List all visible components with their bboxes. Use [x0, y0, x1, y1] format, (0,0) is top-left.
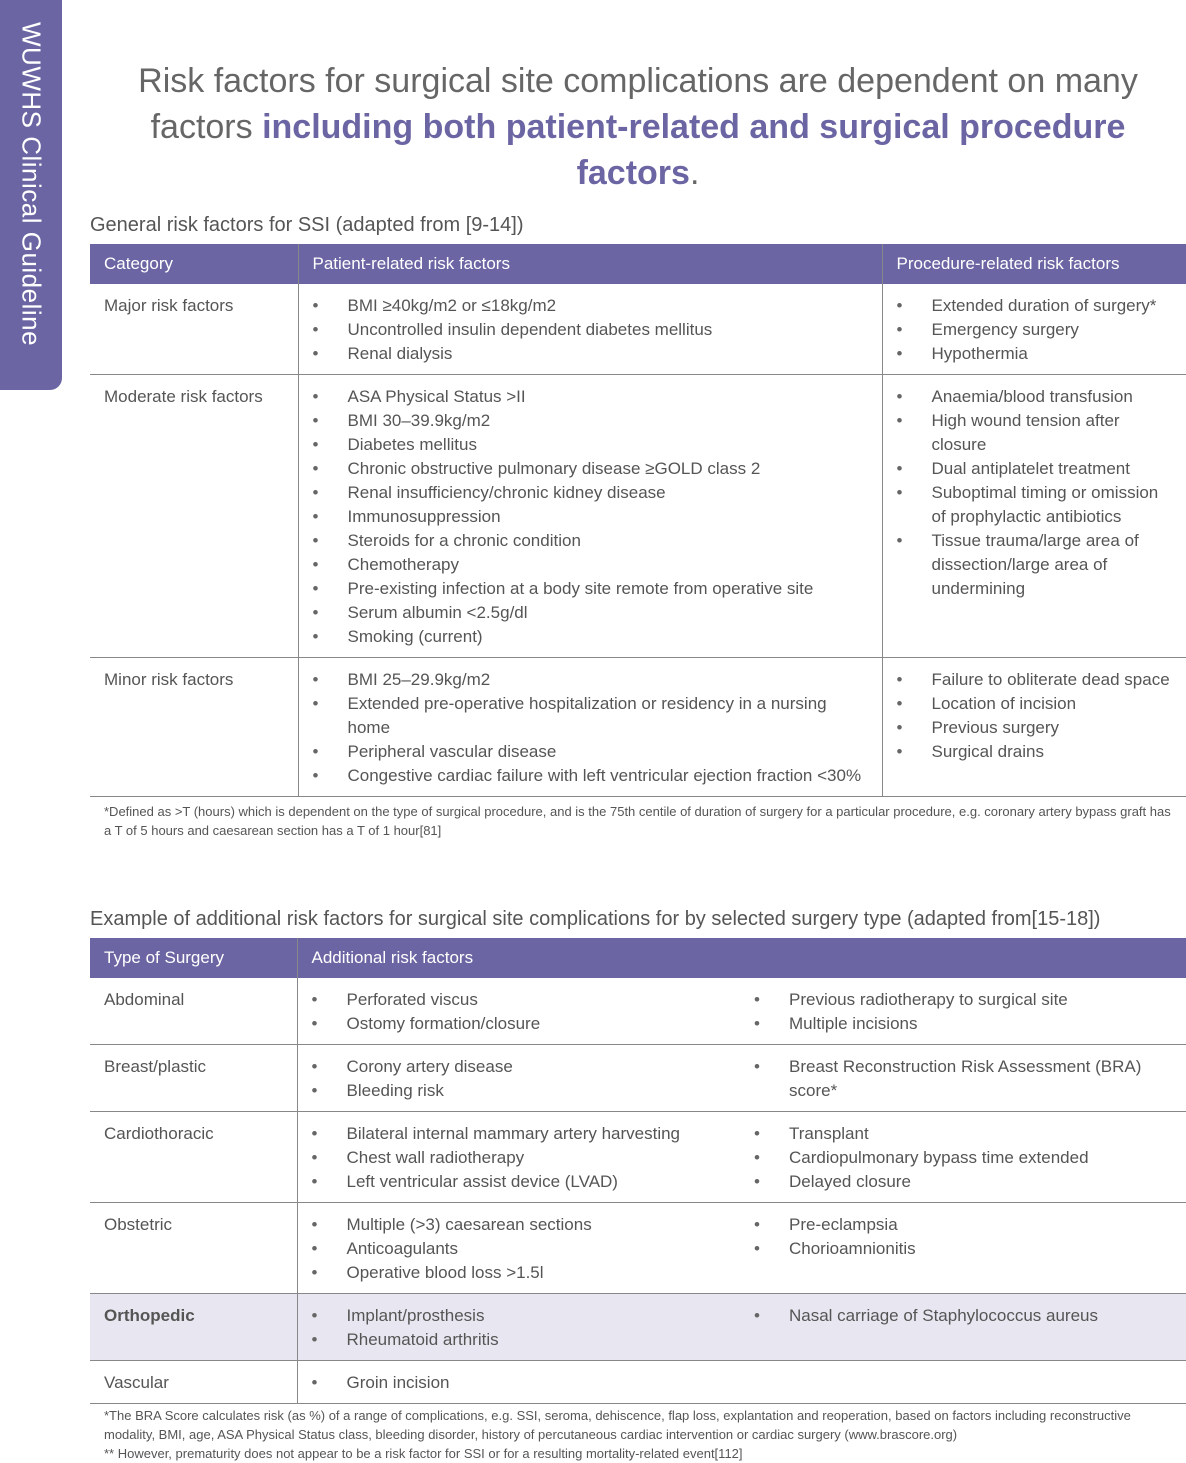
- bullet-list: [754, 988, 1172, 1036]
- side-tab: [0, 0, 62, 390]
- bullet-list: [897, 668, 1173, 764]
- header-additional: Additional risk factors: [297, 938, 1186, 978]
- table1-footnote: *Defined as >T (hours) which is dependent on the type of surgical procedure, and is the 75th centile of duration of surgery for a particular procedure, e.g. coronary artery bypass graft has a T of 5 hours and caesarean section has a T of 1 hour[81]: [104, 804, 1171, 838]
- bullet-list: [754, 1304, 1172, 1328]
- bullet-list: [313, 385, 868, 649]
- headline-end: .: [689, 154, 700, 192]
- list-item: • Pre-eclampsia: [754, 1213, 1172, 1237]
- bullet-list: [897, 385, 1173, 601]
- surgery-type-cell: Obstetric: [90, 1203, 297, 1294]
- list-item: • Renal dialysis: [313, 342, 868, 366]
- list-item: • Extended duration of surgery*: [897, 294, 1173, 318]
- list-item: • Previous radiotherapy to surgical site: [754, 988, 1172, 1012]
- table-row: [90, 1045, 1186, 1112]
- list-item: • Suboptimal timing or omission of prophylactic antibiotics: [897, 481, 1173, 529]
- risk-factors-cell: [740, 1203, 1186, 1294]
- list-item: • Dual antiplatelet treatment: [897, 457, 1173, 481]
- table1-caption: General risk factors for SSI (adapted from [9-14]): [90, 214, 524, 236]
- list-item: • Cardiopulmonary bypass time extended: [754, 1146, 1172, 1170]
- header-patient: Patient-related risk factors: [298, 244, 882, 284]
- header-procedure: Procedure-related risk factors: [882, 244, 1186, 284]
- bullet-list: [312, 1055, 727, 1103]
- list-item: • Diabetes mellitus: [313, 433, 868, 457]
- table-header-row: [90, 938, 1186, 978]
- list-item: • Serum albumin <2.5g/dl: [313, 601, 868, 625]
- list-item: • Surgical drains: [897, 740, 1173, 764]
- list-item: • Pre-existing infection at a body site remote from operative site: [313, 577, 868, 601]
- list-item: • Operative blood loss >1.5l: [312, 1261, 727, 1285]
- category-cell: Minor risk factors: [90, 658, 298, 797]
- list-item: • Breast Reconstruction Risk Assessment (BRA) score*: [754, 1055, 1172, 1103]
- table2-footnotes: [104, 1406, 1174, 1463]
- list-item: • Bleeding risk: [312, 1079, 727, 1103]
- list-item: • Extended pre-operative hospitalization or residency in a nursing home: [313, 692, 868, 740]
- table2-caption: Example of additional risk factors for surgical site complications for by selected surgery type (adapted from[15-18]): [90, 908, 1101, 930]
- list-item: • Chorioamnionitis: [754, 1237, 1172, 1261]
- list-item: • Ostomy formation/closure: [312, 1012, 727, 1036]
- list-item: • Chemotherapy: [313, 553, 868, 577]
- procedure-factors-cell: [882, 284, 1186, 375]
- list-item: • BMI 25–29.9kg/m2: [313, 668, 868, 692]
- headline-emphasis: including both patient-related and surgical procedure factors: [262, 108, 1126, 192]
- table-row: [90, 1112, 1186, 1203]
- list-item: • Multiple (>3) caesarean sections: [312, 1213, 727, 1237]
- list-item: • Transplant: [754, 1122, 1172, 1146]
- surgery-type-cell: Orthopedic: [90, 1294, 297, 1361]
- list-item: • Uncontrolled insulin dependent diabetes mellitus: [313, 318, 868, 342]
- surgery-type-cell: Cardiothoracic: [90, 1112, 297, 1203]
- table-row: [90, 1294, 1186, 1361]
- list-item: • Chest wall radiotherapy: [312, 1146, 727, 1170]
- list-item: • Rheumatoid arthritis: [312, 1328, 727, 1352]
- table-row: [90, 658, 1186, 797]
- bullet-list: [754, 1122, 1172, 1194]
- risk-factors-cell: [297, 1045, 740, 1112]
- footnote-prematurity: ** However, prematurity does not appear to be a risk factor for SSI or for a resulting mortality-related event[112]: [104, 1446, 743, 1461]
- list-item: • Chronic obstructive pulmonary disease ≥GOLD class 2: [313, 457, 868, 481]
- bullet-list: [754, 1213, 1172, 1261]
- list-item: • Anaemia/blood transfusion: [897, 385, 1173, 409]
- bullet-list: [312, 1304, 727, 1352]
- footnote-bra: *The BRA Score calculates risk (as %) of a range of complications, e.g. SSI, seroma, dehiscence, flap loss, explantation and reoperation, based on factors including reconstructive modality, BMI, age, ASA Physical Status class, bleeding disorder, history of percutaneous cardiac intervention or cardiac surgery (www.brascore.org): [104, 1408, 1131, 1442]
- risk-factors-cell: [297, 978, 740, 1045]
- list-item: • Left ventricular assist device (LVAD): [312, 1170, 727, 1194]
- list-item: • Bilateral internal mammary artery harvesting: [312, 1122, 727, 1146]
- headline-text: Risk factors for surgical site complications are dependent on many factors: [138, 62, 1138, 146]
- list-item: • BMI ≥40kg/m2 or ≤18kg/m2: [313, 294, 868, 318]
- list-item: • Steroids for a chronic condition: [313, 529, 868, 553]
- bullet-list: [312, 988, 727, 1036]
- table-row: [90, 375, 1186, 658]
- list-item: • Delayed closure: [754, 1170, 1172, 1194]
- list-item: • Renal insufficiency/chronic kidney disease: [313, 481, 868, 505]
- surgery-type-cell: Vascular: [90, 1361, 297, 1404]
- procedure-factors-cell: [882, 658, 1186, 797]
- list-item: • Peripheral vascular disease: [313, 740, 868, 764]
- side-tab-label: WUWHS Clinical Guideline: [16, 22, 47, 347]
- bullet-list: [313, 294, 868, 366]
- list-item: • Multiple incisions: [754, 1012, 1172, 1036]
- risk-factors-cell: [740, 978, 1186, 1045]
- list-item: • Location of incision: [897, 692, 1173, 716]
- surgery-type-table: [90, 938, 1186, 1404]
- risk-factors-cell: [740, 1294, 1186, 1361]
- list-item: • Emergency surgery: [897, 318, 1173, 342]
- list-item: • High wound tension after closure: [897, 409, 1173, 457]
- risk-factors-cell: [297, 1112, 740, 1203]
- risk-factors-cell: [740, 1361, 1186, 1404]
- patient-factors-cell: [298, 375, 882, 658]
- list-item: • Anticoagulants: [312, 1237, 727, 1261]
- table-row: [90, 978, 1186, 1045]
- patient-factors-cell: [298, 284, 882, 375]
- risk-factors-cell: [740, 1045, 1186, 1112]
- list-item: • Previous surgery: [897, 716, 1173, 740]
- table-row: [90, 1361, 1186, 1404]
- surgery-type-cell: Breast/plastic: [90, 1045, 297, 1112]
- list-item: • Implant/prosthesis: [312, 1304, 727, 1328]
- risk-factors-cell: [740, 1112, 1186, 1203]
- header-category: Category: [90, 244, 298, 284]
- list-item: • Perforated viscus: [312, 988, 727, 1012]
- list-item: • BMI 30–39.9kg/m2: [313, 409, 868, 433]
- category-cell: Moderate risk factors: [90, 375, 298, 658]
- general-risk-table: [90, 244, 1186, 797]
- header-type: Type of Surgery: [90, 938, 297, 978]
- list-item: • Immunosuppression: [313, 505, 868, 529]
- risk-factors-cell: [297, 1203, 740, 1294]
- list-item: • Groin incision: [312, 1371, 727, 1395]
- bullet-list: [313, 668, 868, 788]
- headline: [90, 58, 1186, 196]
- table-header-row: [90, 244, 1186, 284]
- bullet-list: [312, 1122, 727, 1194]
- list-item: • Smoking (current): [313, 625, 868, 649]
- table-row: [90, 284, 1186, 375]
- list-item: • Congestive cardiac failure with left ventricular ejection fraction <30%: [313, 764, 868, 788]
- patient-factors-cell: [298, 658, 882, 797]
- list-item: • Nasal carriage of Staphylococcus aureus: [754, 1304, 1172, 1328]
- category-cell: Major risk factors: [90, 284, 298, 375]
- bullet-list: [312, 1213, 727, 1285]
- bullet-list: [312, 1371, 727, 1395]
- list-item: • ASA Physical Status >II: [313, 385, 868, 409]
- table-row: [90, 1203, 1186, 1294]
- surgery-type-cell: Abdominal: [90, 978, 297, 1045]
- risk-factors-cell: [297, 1361, 740, 1404]
- bullet-list: [754, 1055, 1172, 1103]
- risk-factors-cell: [297, 1294, 740, 1361]
- list-item: • Tissue trauma/large area of dissection/large area of undermining: [897, 529, 1173, 601]
- bullet-list: [897, 294, 1173, 366]
- procedure-factors-cell: [882, 375, 1186, 658]
- list-item: • Hypothermia: [897, 342, 1173, 366]
- list-item: • Corony artery disease: [312, 1055, 727, 1079]
- list-item: • Failure to obliterate dead space: [897, 668, 1173, 692]
